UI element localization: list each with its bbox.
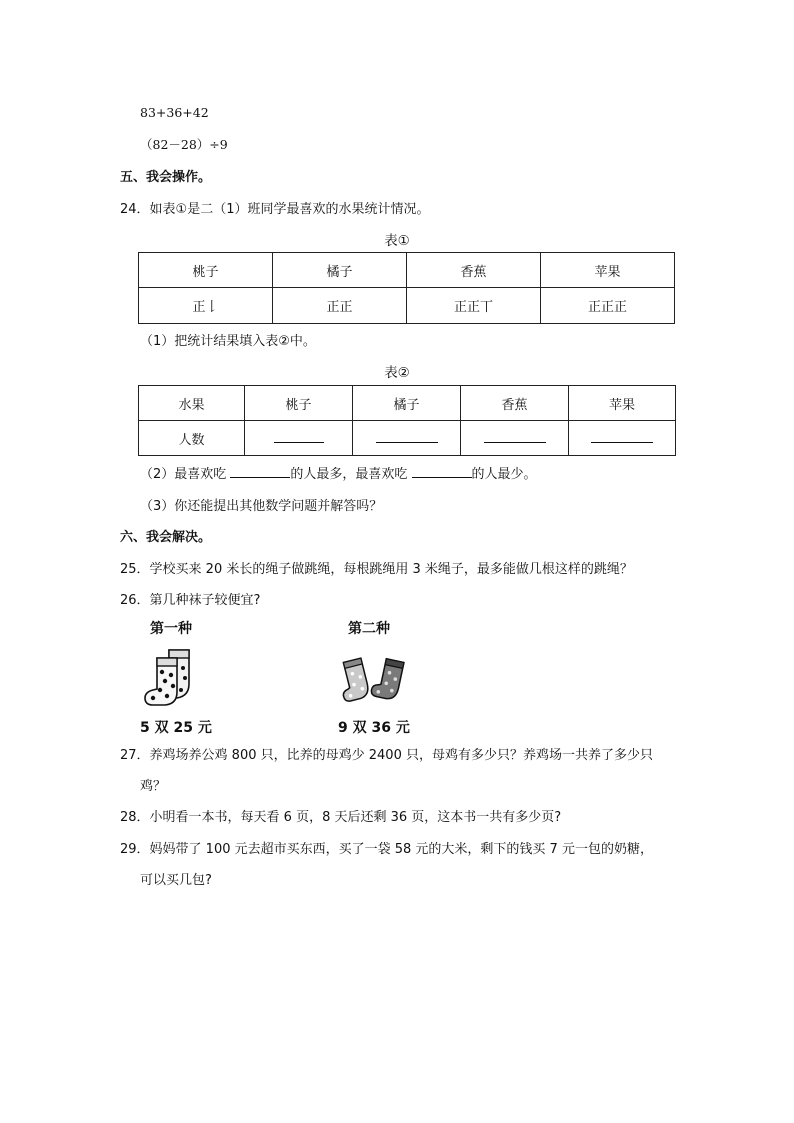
answer-blank[interactable] — [591, 429, 653, 443]
question-27-line-2: 鸡？ — [140, 779, 167, 794]
table-1-header-orange: 橘子 — [273, 253, 407, 288]
answer-blank-most[interactable] — [230, 464, 290, 478]
section-5-heading: 五、我会操作。 — [120, 170, 212, 185]
question-29-line-2: 可以买几包? — [140, 873, 212, 888]
sub-2-text-b: 的人最多，最喜欢吃 — [290, 467, 412, 482]
sub-2-text-a: （2）最喜欢吃 — [140, 467, 231, 482]
sock-option-1-price: 5 双 25 元 — [140, 720, 212, 736]
sub-2-text-c: 的人最少。 — [471, 467, 537, 482]
answer-blank[interactable] — [274, 429, 324, 443]
table-2-row-label-fruit: 水果 — [139, 386, 245, 421]
table-1-caption: 表① — [384, 233, 410, 249]
answer-blank-least[interactable] — [412, 464, 472, 478]
table-2-header-apple: 苹果 — [569, 386, 676, 421]
sock-option-1-title: 第一种 — [150, 621, 192, 637]
table-2-header-peach: 桃子 — [245, 386, 353, 421]
table-2-header-orange: 橘子 — [353, 386, 461, 421]
expression-1: 83+36+42 — [140, 105, 209, 120]
table-1-tally-peach: 正𠄌 — [139, 288, 273, 324]
table-1-tally-banana: 正正丅 — [407, 288, 541, 324]
section-6-heading: 六、我会解决。 — [120, 530, 212, 545]
answer-blank[interactable] — [376, 429, 438, 443]
table-1-tally-orange: 正正 — [273, 288, 407, 324]
question-24-text: 24．如表①是二（1）班同学最喜欢的水果统计情况。 — [120, 202, 430, 217]
table-2-caption: 表② — [384, 365, 410, 381]
question-24-sub-2 — [140, 463, 537, 482]
question-27-line-1: 27．养鸡场养公鸡 800 只，比养的母鸡少 2400 只，母鸡有多少只？养鸡场一共养了多少只 — [120, 748, 653, 763]
table-2-count-peach[interactable] — [245, 421, 353, 456]
socks-image-2 — [340, 656, 406, 704]
table-1-tally-apple: 正正正 — [541, 288, 675, 324]
table-2-count-apple[interactable] — [569, 421, 676, 456]
table-2-count-orange[interactable] — [353, 421, 461, 456]
question-24-sub-3: （3）你还能提出其他数学问题并解答吗？ — [140, 499, 383, 514]
table-2-header-banana: 香蕉 — [461, 386, 569, 421]
table-1 — [138, 252, 675, 324]
table-1-header-banana: 香蕉 — [407, 253, 541, 288]
table-2 — [138, 385, 676, 456]
answer-blank[interactable] — [484, 429, 546, 443]
table-2-count-banana[interactable] — [461, 421, 569, 456]
question-25-text: 25．学校买来 20 米长的绳子做跳绳，每根跳绳用 3 米绳子，最多能做几根这样的跳绳？ — [120, 562, 633, 577]
sock-option-2-price: 9 双 36 元 — [338, 720, 410, 736]
question-28-text: 28．小明看一本书，每天看 6 页，8 天后还剩 36 页，这本书一共有多少页? — [120, 810, 562, 825]
question-26-text: 26．第几种袜子较便宜? — [120, 593, 261, 608]
socks-image-1 — [143, 648, 199, 708]
table-2-row-label-count: 人数 — [139, 421, 245, 456]
question-29-line-1: 29．妈妈带了 100 元去超市买东西，买了一袋 58 元的大米，剩下的钱买 7 元一包的奶糖， — [120, 842, 653, 857]
question-24-sub-1: （1）把统计结果填入表②中。 — [140, 334, 316, 349]
sock-option-2-title: 第二种 — [348, 621, 390, 637]
expression-2: （82－28）÷9 — [140, 137, 228, 152]
table-1-header-apple: 苹果 — [541, 253, 675, 288]
table-1-header-peach: 桃子 — [139, 253, 273, 288]
